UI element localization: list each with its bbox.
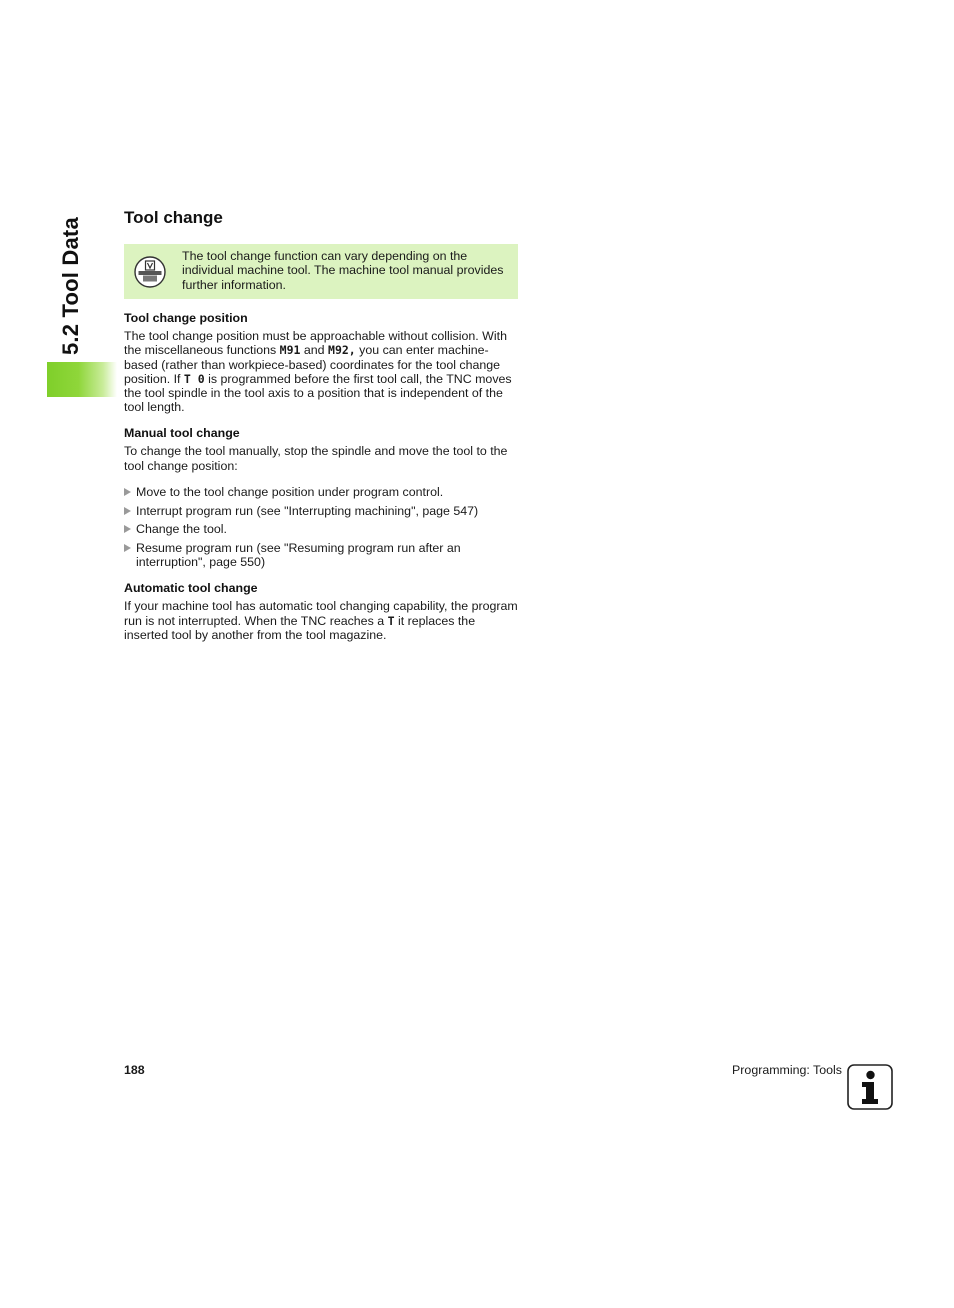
note-text: The tool change function can vary depending on the individual machine tool. The machine tool manual provides further information. (182, 249, 504, 292)
arrow-right-icon (124, 507, 131, 515)
automatic-paragraph: If your machine tool has automatic tool changing capability, the program run is not interrupted. When the TNC reaches a T it replaces the inserted tool by another from the tool magazine. (124, 599, 518, 642)
main-content (124, 208, 518, 654)
arrow-right-icon (124, 544, 131, 552)
arrow-right-icon (124, 488, 131, 496)
section-heading-position: Tool change position (124, 311, 248, 326)
page-number: 188 (124, 1063, 145, 1077)
chapter-tab-marker (47, 362, 117, 397)
page-heading: Tool change (124, 208, 223, 227)
info-icon (847, 1064, 893, 1110)
code-t0: T 0 (183, 371, 205, 386)
machine-manual-icon (134, 256, 166, 288)
code-m91: M91 (279, 343, 301, 358)
section-heading-automatic: Automatic tool change (124, 581, 258, 596)
chapter-side-title: 5.2 Tool Data (58, 217, 83, 355)
list-item: Interrupt program run (see "Interrupting machining", page 547) (124, 504, 518, 518)
section-heading-manual: Manual tool change (124, 426, 240, 441)
position-paragraph: The tool change position must be approachable without collision. With the miscellaneous functions M91 and M92, you can enter machine-based (rather than workpiece-based) coordinates for the tool change position. If T 0 is programmed before the first tool call, the TNC moves the tool spindle in the tool axis to a position that is independent of the tool length. (124, 329, 512, 415)
arrow-right-icon (124, 525, 131, 533)
code-m92: M92, (328, 343, 356, 358)
manual-steps-list (124, 485, 518, 570)
manual-intro-paragraph: To change the tool manually, stop the spindle and move the tool to the tool change position: (124, 444, 508, 473)
list-item: Change the tool. (124, 522, 518, 536)
list-item: Move to the tool change position under program control. (124, 485, 518, 499)
machine-note-box (124, 244, 518, 299)
footer-chapter-title: Programming: Tools (732, 1063, 842, 1077)
list-item: Resume program run (see "Resuming program run after an interruption", page 550) (124, 541, 518, 569)
code-t: T (387, 613, 395, 628)
